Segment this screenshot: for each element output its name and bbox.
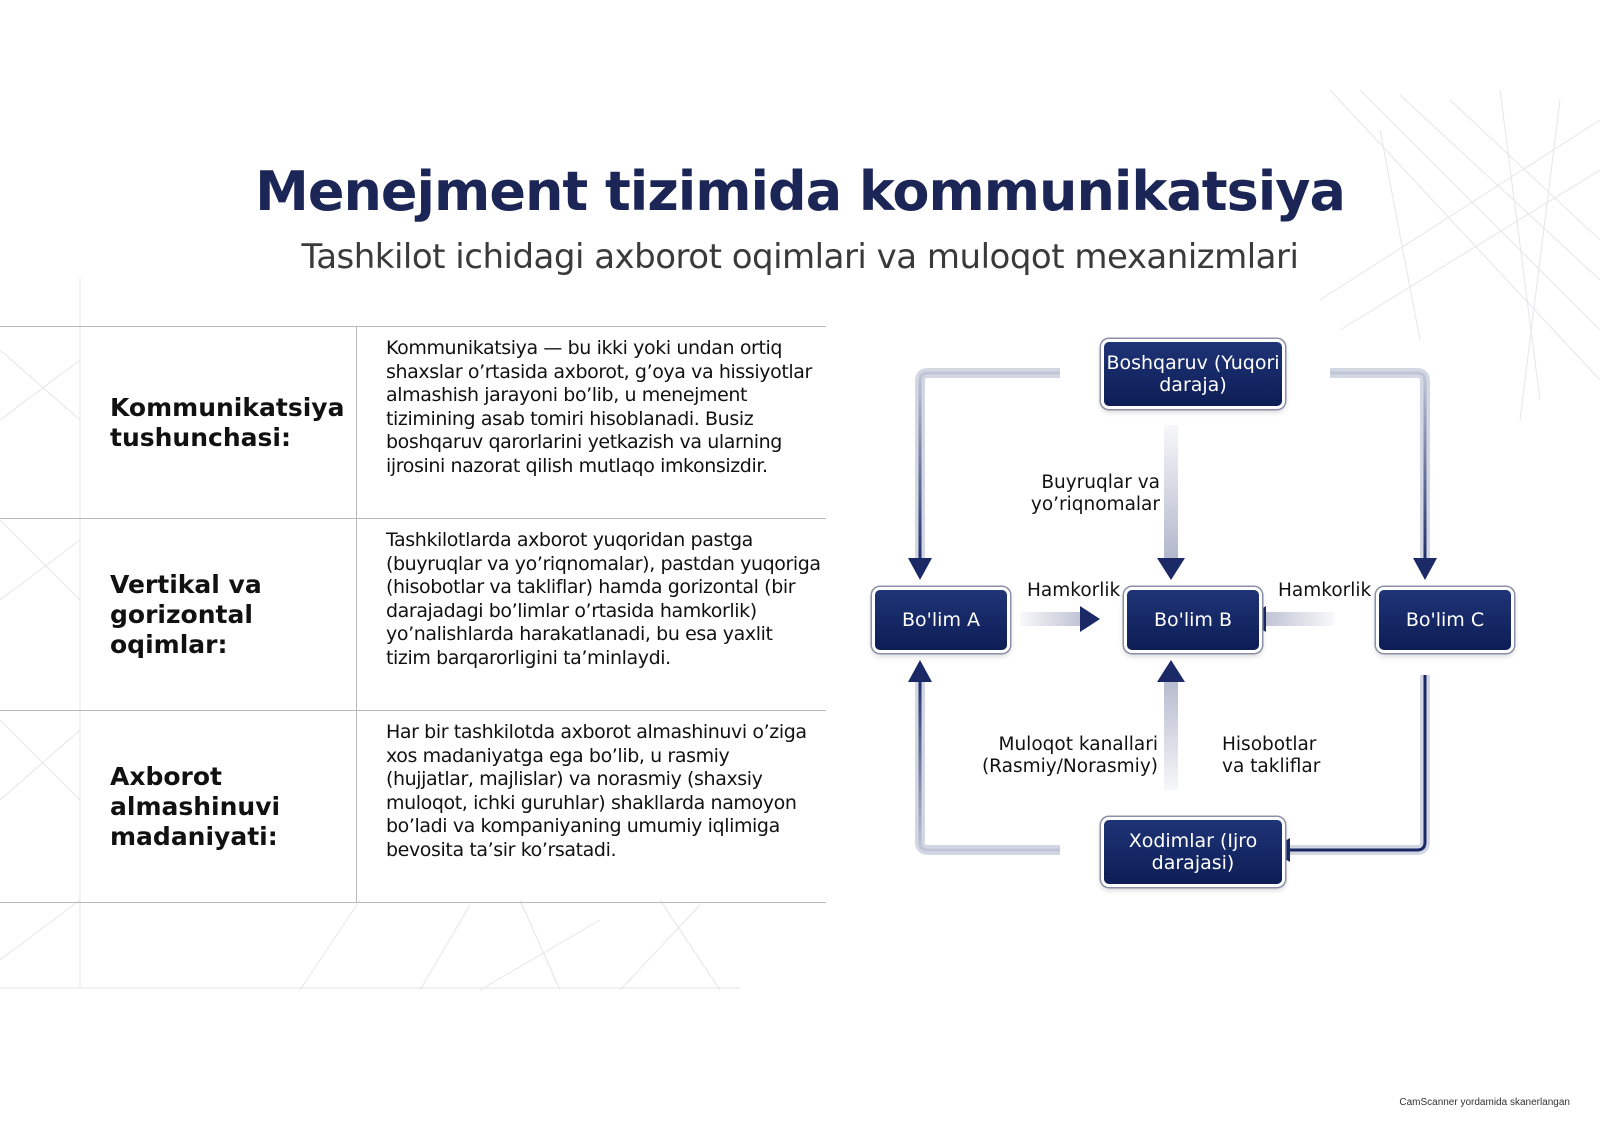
row-description: Kommunikatsiya — bu ikki yoki undan ortiq shaxslar o’rtasida axborot, g’oya va hissiyotlar almashish jarayoni bo’lib, u menejment tizimining asab tomiri hisoblanadi. Busiz boshqaruv qarorlarini yetkazish va ularning ijrosini nazorat qilish mutlaqo imkonsizdir. bbox=[386, 337, 812, 477]
label-reports: Hisobotlar va takliflar bbox=[1222, 734, 1321, 777]
label-collaboration-right: Hamkorlik bbox=[1278, 580, 1372, 601]
scanner-footer: CamScanner yordamida skanerlangan bbox=[1399, 1097, 1570, 1108]
label-collaboration-left: Hamkorlik bbox=[1027, 580, 1121, 601]
node-department-b: Bo'lim B bbox=[1127, 590, 1259, 650]
node-department-a: Bo'lim A bbox=[875, 590, 1007, 650]
label-channels: Muloqot kanallari (Rasmiy/Norasmiy) bbox=[981, 734, 1158, 777]
node-employees: Xodimlar (Ijro darajasi) bbox=[1104, 820, 1282, 884]
row-term: Kommunikatsiya tushunchasi: bbox=[110, 392, 345, 452]
row-term: Vertikal va gorizontal oqimlar: bbox=[110, 569, 262, 659]
arrow-top-to-b bbox=[1157, 425, 1185, 580]
column-divider bbox=[356, 519, 357, 710]
row-description: Har bir tashkilotda axborot almashinuvi o’ziga xos madaniyatga ega bo’lib, u rasmiy (hujjatlar, majlislar) va norasmiy (shaxsiy muloqot, ichki guruhlar) shakllarda namoyon bo’ladi va kompaniyaning umumiy iqlimiga bevosita ta’sir ko’rsatadi. bbox=[386, 721, 807, 861]
communication-flow-diagram bbox=[860, 330, 1540, 910]
column-divider bbox=[356, 711, 357, 902]
label-commands: Buyruqlar va yo’riqnomalar bbox=[1030, 472, 1160, 515]
node-management: Boshqaruv (Yuqori daraja) bbox=[1104, 342, 1282, 406]
arrow-bottom-to-b bbox=[1157, 660, 1185, 790]
page-subtitle: Tashkilot ichidagi axborot oqimlari va muloqot mexanizmlari bbox=[301, 237, 1299, 277]
arrow-top-to-c bbox=[1330, 373, 1437, 580]
arrow-a-to-b bbox=[1020, 606, 1100, 632]
table-row bbox=[0, 710, 826, 903]
page-title: Menejment tizimida kommunikatsiya bbox=[255, 160, 1345, 223]
table-row bbox=[0, 518, 826, 710]
row-description: Tashkilotlarda axborot yuqoridan pastga (buyruqlar va yo’riqnomalar), pastdan yuqoriga (hisobotlar va takliflar) hamda gorizontal (bir darajadagi bo’limlar o’rtasida hamkorlik) yo’nalishlarda harakatlanadi, bu esa yaxlit tizim barqarorligini ta’minlaydi. bbox=[386, 529, 821, 669]
node-department-c: Bo'lim C bbox=[1379, 590, 1511, 650]
column-divider bbox=[356, 327, 357, 518]
arrow-c-to-b bbox=[1246, 606, 1334, 632]
table-row bbox=[0, 326, 826, 518]
definitions-table bbox=[0, 326, 826, 903]
row-term: Axborot almashinuvi madaniyati: bbox=[110, 761, 281, 851]
